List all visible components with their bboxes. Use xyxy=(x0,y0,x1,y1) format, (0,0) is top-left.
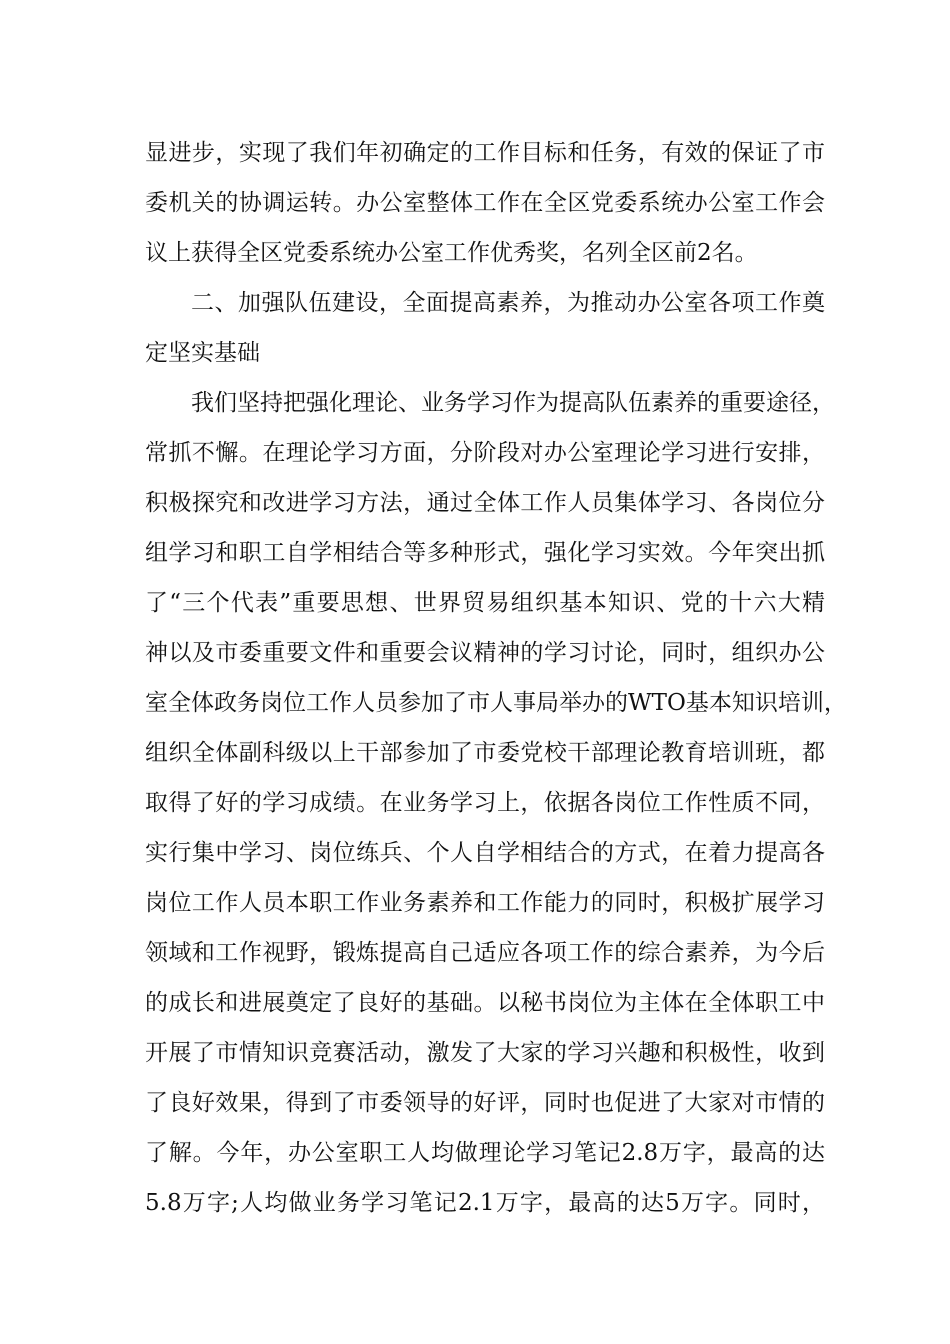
text-line: 岗位工作人员本职工作业务素养和工作能力的同时，积极扩展学习 xyxy=(145,890,825,916)
text-line: 5.8万字;人均做业务学习笔记2.1万字，最高的达5万字。同时， xyxy=(145,1190,825,1216)
section-heading-line: 定坚实基础 xyxy=(145,340,260,366)
text-line: 常抓不懈。在理论学习方面，分阶段对办公室理论学习进行安排， xyxy=(145,440,825,466)
text-line: 领域和工作视野，锻炼提高自己适应各项工作的综合素养，为今后 xyxy=(145,940,825,966)
text-line: 我们坚持把强化理论、业务学习作为提高队伍素养的重要途径， xyxy=(191,390,835,416)
text-line: 了良好效果，得到了市委领导的好评，同时也促进了大家对市情的 xyxy=(145,1090,825,1116)
text-line: 议上获得全区党委系统办公室工作优秀奖，名列全区前2名。 xyxy=(145,240,758,266)
text-line: 组织全体副科级以上干部参加了市委党校干部理论教育培训班，都 xyxy=(145,740,825,766)
text-line: 室全体政务岗位工作人员参加了市人事局举办的WTO基本知识培训， xyxy=(145,690,847,716)
section-heading-line: 二、加强队伍建设，全面提高素养，为推动办公室各项工作奠 xyxy=(191,290,825,316)
text-line: 了“三个代表”重要思想、世界贸易组织基本知识、党的十六大精 xyxy=(145,590,825,616)
text-line: 了解。今年，办公室职工人均做理论学习笔记2.8万字，最高的达 xyxy=(145,1140,825,1166)
document-body xyxy=(145,128,847,1228)
text-line: 实行集中学习、岗位练兵、个人自学相结合的方式，在着力提高各 xyxy=(145,840,825,866)
text-line: 取得了好的学习成绩。在业务学习上，依据各岗位工作性质不同， xyxy=(145,790,825,816)
text-line: 开展了市情知识竞赛活动，激发了大家的学习兴趣和积极性，收到 xyxy=(145,1040,825,1066)
text-line: 积极探究和改进学习方法，通过全体工作人员集体学习、各岗位分 xyxy=(145,490,825,516)
text-line: 委机关的协调运转。办公室整体工作在全区党委系统办公室工作会 xyxy=(145,190,825,216)
text-line: 显进步，实现了我们年初确定的工作目标和任务，有效的保证了市 xyxy=(145,140,825,166)
text-line: 的成长和进展奠定了良好的基础。以秘书岗位为主体在全体职工中 xyxy=(145,990,825,1016)
text-line: 组学习和职工自学相结合等多种形式，强化学习实效。今年突出抓 xyxy=(145,540,825,566)
text-line: 神以及市委重要文件和重要会议精神的学习讨论，同时，组织办公 xyxy=(145,640,825,666)
